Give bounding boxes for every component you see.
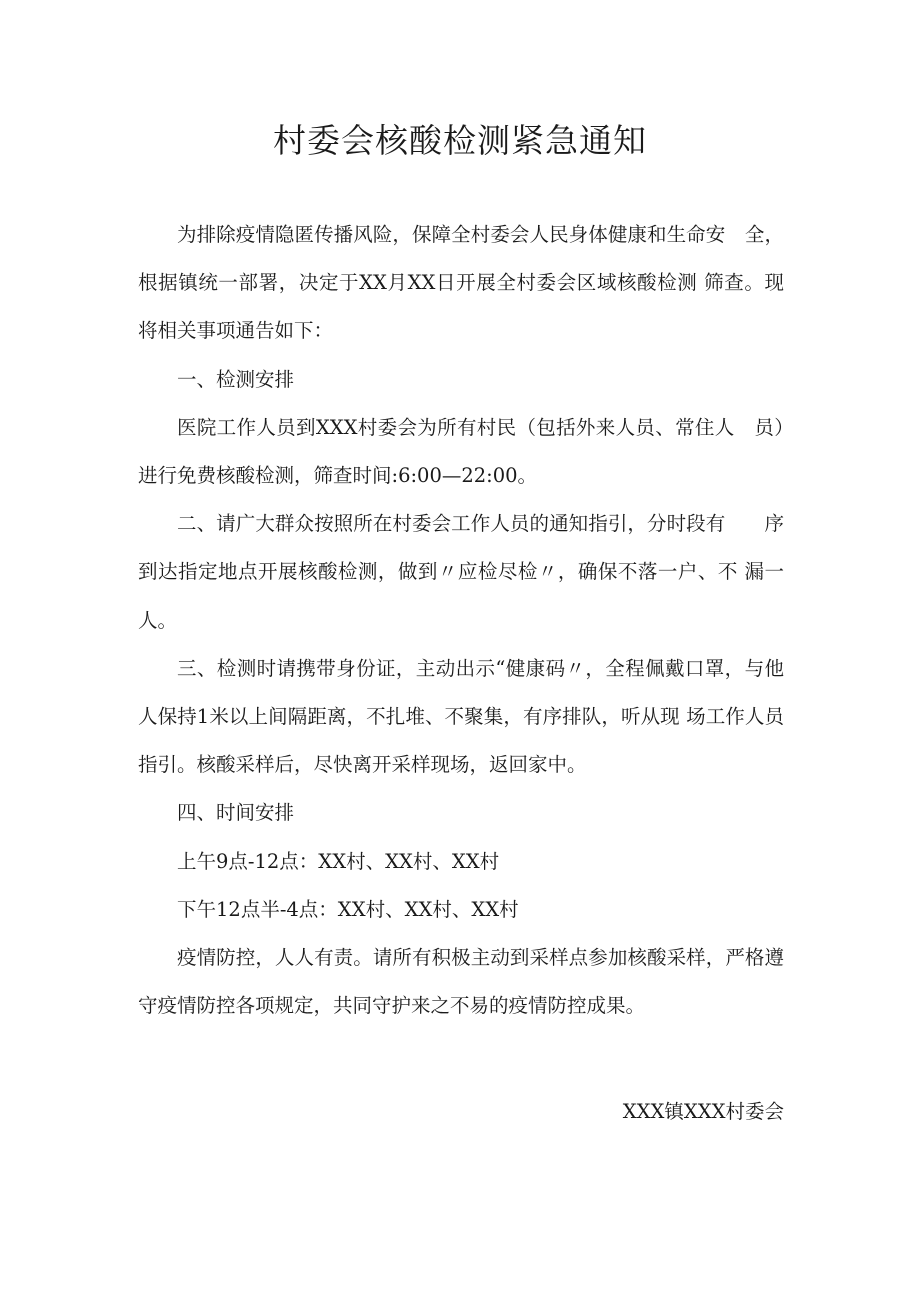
testing-arrangement-paragraph: 医院工作人员到XXX村委会为所有村民（包括外来人员、常住人 员）进行免费核酸检测，筛查时间:6:00—22:00。 [138, 415, 784, 488]
section-heading-testing-arrangement: 一、检测安排 [177, 367, 295, 391]
signature: XXX镇XXX村委会 [622, 1100, 784, 1123]
section-heading-time-arrangement: 四、时间安排 [177, 801, 295, 825]
document-title: 村委会核酸检测紧急通知 [273, 121, 647, 160]
afternoon-schedule: 下午12点半-4点：XX村、XX村、XX村 [177, 897, 519, 921]
closing-paragraph: 疫情防控，人人有责。请所有积极主动到采样点参加核酸采样，严格遵守疫情防控各项规定，共同守护来之不易的疫情防控成果。 [138, 946, 784, 1018]
section-two-paragraph: 二、请广大群众按照所在村委会工作人员的通知指引，分时段有 序到达指定地点开展核酸检测，做到〃应检尽检〃，确保不落一户、不 漏一人。 [138, 512, 784, 632]
morning-schedule: 上午9点-12点：XX村、XX村、XX村 [177, 849, 500, 873]
document-body [138, 211, 784, 1030]
section-three-paragraph: 三、检测时请携带身份证，主动出示“健康码〃，全程佩戴口罩，与他人保持1米以上间隔距离，不扎堆、不聚集，有序排队，听从现 场工作人员指引。核酸采样后，尽快离开采样现场，返回家中。 [138, 656, 784, 777]
intro-paragraph: 为排除疫情隐匿传播风险，保障全村委会人民身体健康和生命安 全，根据镇统一部署，决定于XX月XX日开展全村委会区域核酸检测 筛查。现将相关事项通告如下： [138, 223, 784, 343]
